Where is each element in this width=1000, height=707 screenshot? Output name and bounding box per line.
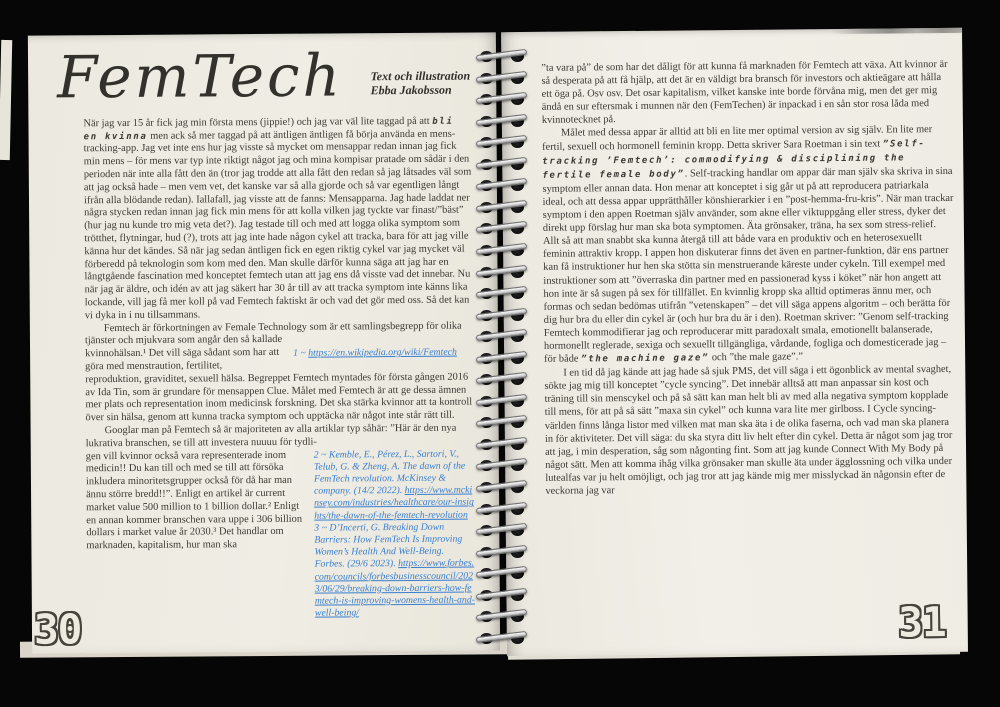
spiral-loop bbox=[469, 608, 531, 625]
paragraph-definition-c: reproduktion, graviditet, sexuell hälsa. Begreppet Femtech myntades för första gången 2016 av Ida Tin, som är grundare för mensappen Clue. Målet med Femtech är att ge dessa ämnen mer plats och representation inom medicinsk forskning. Det ska stärka kvinnor att ta kontroll över sin hälsa, genom att kunna tracka symptom och upptäcka när något inte står rätt till. bbox=[85, 371, 473, 424]
typewriter-phrase: bli en kvinna bbox=[83, 116, 454, 142]
spiral-loop bbox=[469, 522, 531, 539]
paragraph-text: och ”the male gaze”.” bbox=[709, 351, 804, 364]
credit-line: Text och illustration bbox=[370, 68, 471, 84]
spiral-loop bbox=[469, 113, 531, 130]
footnote-url: https://www.mckinsey.com/industries/healthcare/our-insights/the-dawn-of-the-femtech-revolution bbox=[314, 484, 474, 522]
spiral-loop bbox=[469, 307, 531, 324]
spiral-loop bbox=[469, 285, 531, 302]
spiral-loop bbox=[469, 393, 531, 410]
paragraph-text: men ack så mer taggad på att äntligen äntligen få börja använda en mens-tracking-app. Jag vet inte ens hur jag visste så mycket om mensappar redan innan jag fick min mens – för mens var typ inte riktigt något jag och mina kompisar pratade om sådär i den perioden när inte alla fått den än (tror jag trodde att alla fått den redan så jag låtsades väl som att jag också hade – men vem vet, det kanske var så alla gjorde och så var egentligen långt ifrån alla blödande redan). Iallafall, jag visste att de fanns: Mensapparna. Jag hade laddat ner några stycken redan innan jag fick min mens för att kolla vilken jag tyckte var finast/”bäst” (hur jag nu kunde tro mig veta det?). Jag testade till och med att logga olika symptom som trötthet, flytningar, hud (?), trots att jag inte hade någon cykel att tracka, bara för att jag ville känna hur det kändes. Så när jag sedan äntligen fick en egen riktig cykel var jag mycket väl förberedd på teknologin som kom med den. Man skulle därför kunna säga att jag har en långtgående fascination med konceptet femtech utan att jag ens då visste vad det innebar. Nu när jag är äldre, och idén av att jag säkert har 30 år till av att tracka symptom inte känns lika lockande, vill jag få mer koll på vad Femtech faktiskt är och vad det gör med oss. Så det kan vi dyka in i nu tillsammans. bbox=[83, 128, 472, 322]
paragraph-text: Målet med dessa appar är alltid att bli en lite mer optimal version av sig själv. En lite mer fertil, sexuell och hormonell feminin kropp. Detta skriver Sara Roetman i sin text bbox=[542, 124, 933, 153]
spiral-loop bbox=[469, 328, 531, 345]
spiral-loop bbox=[469, 48, 531, 65]
footnote-url: https://en.wikipedia.org/wiki/Femtech bbox=[308, 346, 457, 359]
paragraph-capitalism: ”ta vara på” de som har det dåligt för att kunna få marknaden för Femtech att växa. Att kvinnor är så desperata på att få hjälp, att det är en väldigt bra bransch för investors och aktieägare att hålla ett öga på. Osv osv. Det osar kapitalism, vilket kanske inte borde förvåna mig, men det ger mig ändå en sur eftersmak i munnen när den (FemTechen) är inpackad i en sån stor rosa låda med kvinnotecknet på. bbox=[541, 58, 948, 127]
spiral-loop bbox=[469, 264, 531, 281]
spiral-loop bbox=[469, 70, 531, 87]
spiral-loop bbox=[469, 156, 531, 173]
spiral-loop bbox=[469, 242, 531, 259]
paragraph-market-b: gen vill kvinnor också vara representerade inom medicin!! Du kan till och med se till att försöka inkludera minoritetsgrupper också för då har man ännu större bredd!!”. Enligt en artikel är current market value 500 million to 1 billion dollar.² Enligt en annan kommer branschen vara uppe i 306 billion dollars i market value år 2030.³ Det handlar om marknaden, kapitalism, hur man ska bbox=[85, 449, 303, 552]
typewriter-phrase: ”the machine gaze” bbox=[581, 353, 710, 365]
footnote-label: 1 ~ bbox=[293, 347, 309, 360]
spiral-loop bbox=[469, 436, 531, 453]
footnote-citation: Kemble, E., Pérez, L., Sartori, V., Telub, G. & Zheng, A. The dawn of the FemTech revolution. McKinsey & company. (14/2 2022). bbox=[313, 448, 466, 497]
spiral-loop bbox=[469, 565, 531, 582]
spiral-loop bbox=[469, 457, 531, 474]
spiral-loop bbox=[469, 544, 531, 561]
paragraph-definition-a: Femtech är förkortningen av Female Technology som är ett samlingsbegrepp för olika tjänster och mjukvara som angår den så kallade bbox=[84, 320, 462, 347]
paragraph-market-a: Googlar man på Femtech så är majoriteten av alla artiklar typ såhär: ”Här är den nya lukrativa branschen, se till att investera nuuuu för tydli- bbox=[85, 422, 457, 450]
footnote-url: https://www.forbes.com/councils/forbesbusinesscouncil/2023/06/29/breaking-down-barriers-how-femtech-is-improving-womens-health-and-well-being/ bbox=[314, 557, 476, 619]
footnote-citation: D’Incerti, G. Breaking Down Barriers: How FemTech Is Improving Women’s Health And Well-Being. Forbes. (29/6 2023). bbox=[314, 521, 463, 571]
credit-line: Ebba Jakobsson bbox=[370, 83, 452, 98]
footnote-label: 3 ~ bbox=[314, 522, 330, 534]
spiral-loop bbox=[469, 199, 531, 216]
spiral-loop bbox=[469, 134, 531, 151]
article-title: FemTech bbox=[56, 41, 344, 112]
paragraph-text: När jag var 15 år fick jag min första mens (jippie!) och jag var väl lite taggad på att bbox=[83, 115, 433, 130]
spiral-loop bbox=[469, 587, 531, 604]
spiral-loop bbox=[469, 630, 531, 647]
footnote-label: 2 ~ bbox=[313, 449, 329, 461]
paragraph-cycle-syncing: I en tid då jag kände att jag hade så sjuk PMS, det vill säga i ett ögonblick av mental svaghet, sökte jag mig till konceptet ”cycle syncing”. Det innebär alltså att man anpassar sin kost och träning till sin menscykel och på så sätt kan man helt bli av med alla negativa symptom kopplade till mens, för att på så sätt ”maxa sin cykel” och kunna vara lite mer girlboss. I Cycle syncing-världen finns långa listor med vilken mat man ska äta i de olika faserna, och vad man ska planera in för aktiviteter. Det vill säga: du ska styra ditt liv helt efter din cykel. Detta är något som jag tror att jag, i min desperation, såg som någonting fint. Som att jag kunde Connect With My Body på något sätt. Men att komma ihåg vilka grönsaker man skulle äta under ägglossning och vilka under lutealfas var ju helt omöjligt, och jag tror att jag kände mig mer misslyckad än någonsin efter de veckorna jag var bbox=[544, 364, 953, 497]
page-number-right: 31 bbox=[898, 597, 946, 647]
typewriter-phrase: ”Self-tracking ’Femtech’: commodifying & disciplining the fertile female body” bbox=[542, 138, 926, 181]
paragraph-definition-b: kvinnohälsan.¹ Det vill säga sådant som har att göra med menstraution, fertilitet, bbox=[85, 347, 280, 373]
spiral-loop bbox=[469, 177, 531, 194]
spiral-loop bbox=[469, 350, 531, 367]
spiral-loop bbox=[469, 91, 531, 108]
spiral-loop bbox=[469, 414, 531, 431]
spiral-loop bbox=[469, 479, 531, 496]
page-number-left: 30 bbox=[33, 605, 82, 654]
spiral-loop bbox=[469, 220, 531, 237]
spiral-loop bbox=[469, 371, 531, 388]
spiral-loop bbox=[469, 501, 531, 518]
paragraph-text: . Self-tracking handlar om appar där man själv ska skriva in sina symptom eller annan data. Hon menar att konceptet i sig går ut på att reproducera patriarkala ideal, och att dessa appar upprätthåller könshierarkier i en ”post-hemma-fru-kris”. När man trackar symptom i den appen Roetman själv använder, som akne eller viktuppgång eller stress, dyker det direkt upp förslag hur man ska bota symptomen. Äta grönsaker, träna, ha sex som stress-relief. Allt så att man snabbt ska kunna återgå till att både vara en produktiv och en heterosexuellt feminin attraktiv kropp. I appen hon diskuterar finns det även en partner-funktion, där ens partner kan få instruktioner hur hen ska stötta sin menstruerande käreste under cykeln. Till exempel med instruktioner som att ”överraska din partner med en passionerad kyss i köket” när hon angett att hon inte är så sugen på sex för tillfället. En kvinnlig kropp ska alltid optimeras ännu mer, och formas och sedan bedömas utifrån ”vetenskapen” – det vill säga appens algoritm – och berätta för dig hur bra du eller din cykel är (och hur bra du är i den). Roetman skriver: ”Genom self-tracking Femtech kommodifierar jag och reproducerar mitt paradoxalt smala, emotionellt balanserade, hormonellt reglerade, sexiga och sexuellt tillgängliga, vårdande, fogliga och domesticerade jag – för både bbox=[542, 165, 954, 365]
